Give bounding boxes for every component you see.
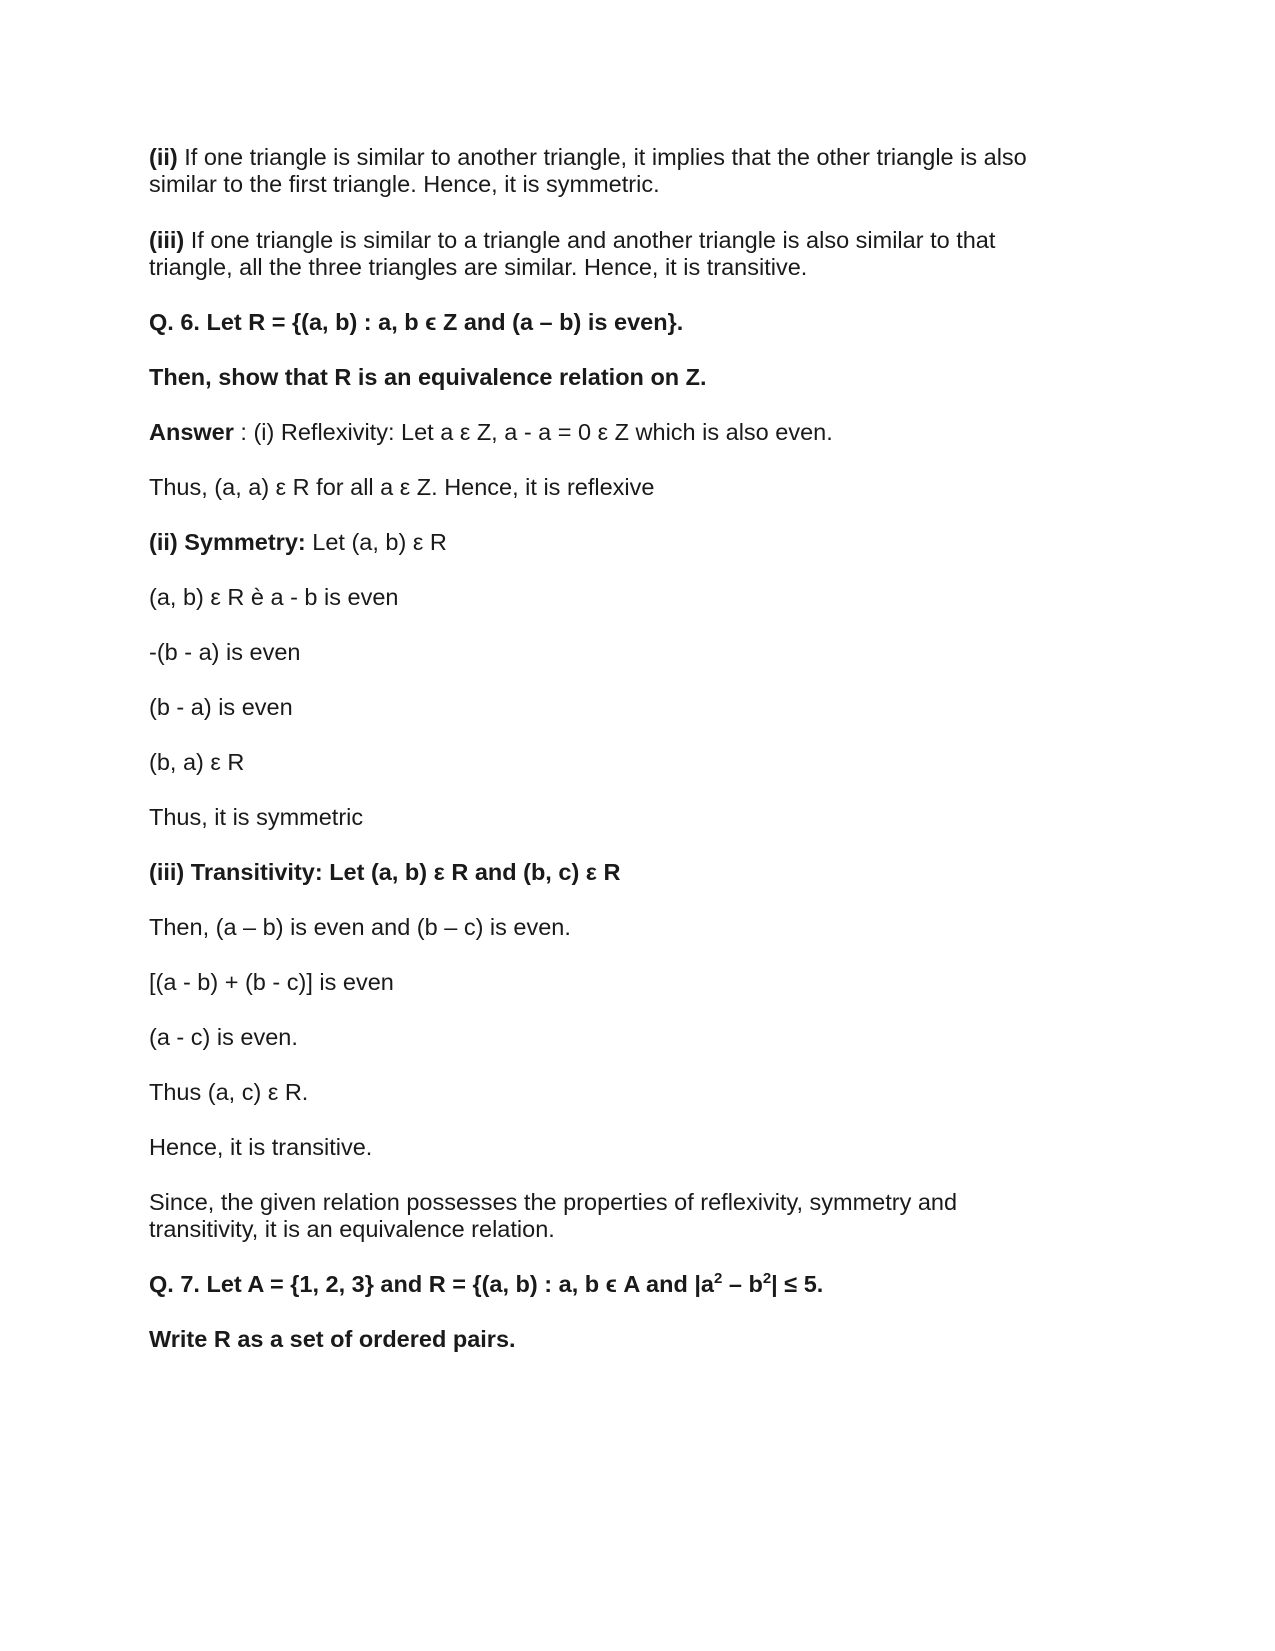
symmetry-step-4: (b, a) ε R <box>149 749 245 775</box>
symmetry-conclusion: Thus, it is symmetric <box>149 804 364 830</box>
final-conclusion-line-2: transitivity, it is an equivalence relation. <box>149 1216 555 1242</box>
transitivity-conclusion: Hence, it is transitive. <box>149 1134 373 1160</box>
symmetry-heading <box>149 528 1109 556</box>
question-6-subheading <box>149 363 1109 391</box>
question-7-text <box>149 1271 823 1297</box>
transitivity-heading-text: (iii) Transitivity: Let (a, b) ε R and (b, c) ε R <box>149 859 621 885</box>
symmetry-step-2: -(b - a) is even <box>149 639 301 665</box>
transitivity-step-1: Then, (a – b) is even and (b – c) is even. <box>149 914 571 940</box>
paragraph-ii-text: If one triangle is similar to another triangle, it implies that the other triangle is also <box>177 144 1027 170</box>
paragraph-ii-line-1 <box>149 143 1109 171</box>
transitivity-step-3: (a - c) is even. <box>149 1024 298 1050</box>
question-7-part-1: Q. 7. Let A = {1, 2, 3} and R = {(a, b) : a, b ϵ A and |a <box>149 1271 714 1297</box>
symmetry-label: (ii) Symmetry: <box>149 529 306 555</box>
question-7-heading <box>149 1270 1109 1298</box>
question-7-part-2: – b <box>722 1271 763 1297</box>
question-6-subtext: Then, show that R is an equivalence relation on Z. <box>149 364 707 390</box>
symmetry-step-1: (a, b) ε R è a - b is even <box>149 584 399 610</box>
question-7-exponent-2: 2 <box>762 1270 772 1287</box>
symmetry-text: Let (a, b) ε R <box>305 529 447 555</box>
paragraph-ii-label: (ii) <box>149 144 178 170</box>
question-6-text: Q. 6. Let R = {(a, b) : a, b ϵ Z and (a – b) is even}. <box>149 309 684 335</box>
reflexive-conclusion: Thus, (a, a) ε R for all a ε Z. Hence, it is reflexive <box>149 474 655 500</box>
transitivity-step-4: Thus (a, c) ε R. <box>149 1079 309 1105</box>
paragraph-iii-label: (iii) <box>149 227 185 253</box>
paragraph-iii-line-2: triangle, all the three triangles are similar. Hence, it is transitive. <box>149 254 808 280</box>
question-6-heading <box>149 308 1109 336</box>
answer-label: Answer <box>149 419 234 445</box>
question-7-exponent-1: 2 <box>714 1270 723 1287</box>
paragraph-iii-text: If one triangle is similar to a triangle and another triangle is also similar to that <box>184 227 996 253</box>
question-7-subheading <box>149 1325 1109 1353</box>
answer-text: : (i) Reflexivity: Let a ε Z, a - a = 0 ε Z which is also even. <box>233 419 833 445</box>
question-7-subtext: Write R as a set of ordered pairs. <box>149 1326 516 1352</box>
transitivity-step-2: [(a - b) + (b - c)] is even <box>149 969 394 995</box>
transitivity-heading <box>149 858 1109 886</box>
answer-line <box>149 418 1109 446</box>
paragraph-ii-line-2: similar to the first triangle. Hence, it is symmetric. <box>149 171 660 197</box>
final-conclusion-line-1: Since, the given relation possesses the properties of reflexivity, symmetry and <box>149 1189 958 1215</box>
paragraph-iii-line-1 <box>149 226 1109 254</box>
symmetry-step-3: (b - a) is even <box>149 694 293 720</box>
question-7-part-3: | ≤ 5. <box>771 1271 824 1297</box>
